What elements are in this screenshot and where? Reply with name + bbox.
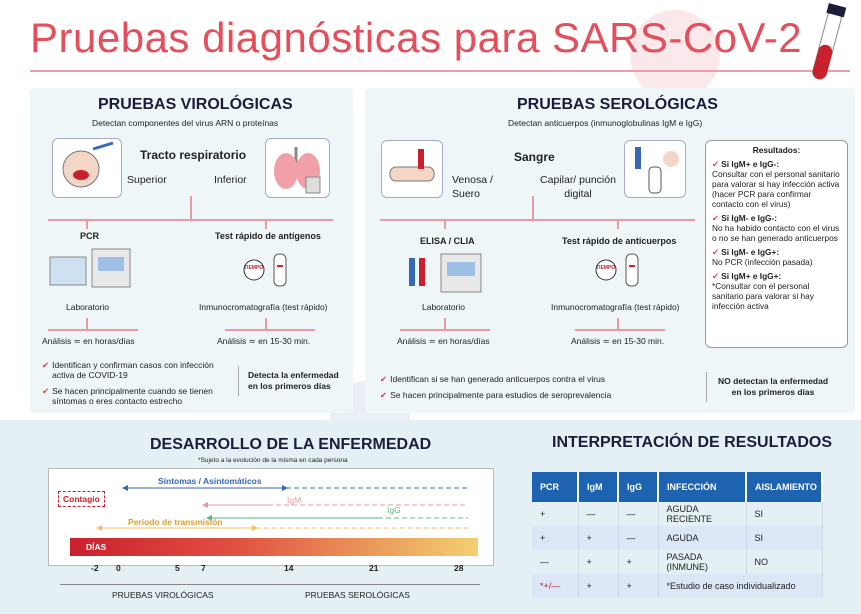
throat-swab-icon — [52, 138, 122, 198]
day-tick: 0 — [116, 563, 121, 573]
interpretation-heading: INTERPRETACIÓN DE RESULTADOS — [552, 434, 833, 451]
detects-early-label: Detecta la enfermedad en los primeros días — [248, 370, 339, 391]
test-tube-icon — [790, 0, 860, 95]
check-item: ✔ Identifican si se han generado anticuerpos contra el virus — [380, 374, 606, 384]
branch-line — [48, 219, 333, 221]
table-cell: + — [532, 502, 578, 526]
table-cell: + — [578, 526, 618, 550]
lower-tract-label: Inferior — [214, 174, 247, 186]
check-item: ✔ Se hacen principalmente para estudios de seroprevalencia — [380, 390, 612, 400]
pcr-machine-icon — [48, 245, 132, 289]
table-cell: AGUDA — [658, 526, 746, 550]
blood-label: Sangre — [514, 150, 555, 164]
results-box — [705, 140, 848, 348]
branch-line — [400, 329, 490, 331]
laboratory-label: Laboratorio — [66, 302, 110, 312]
check-text: Se hacen principalmente para estudios de seroprevalencia — [390, 390, 612, 400]
days-label: DÍAS — [86, 542, 107, 552]
table-cell: *+/— — [532, 574, 578, 598]
sero-phase-label: PRUEBAS SEROLÓGICAS — [305, 590, 410, 600]
table-row — [532, 502, 822, 526]
upper-tract-label: Superior — [127, 174, 167, 186]
table-cell: — — [618, 526, 658, 550]
results-table — [532, 472, 823, 598]
table-row — [532, 550, 822, 574]
virological-heading: PRUEBAS VIROLÓGICAS — [98, 96, 293, 113]
branch-line — [380, 219, 695, 221]
branch-line — [617, 219, 619, 229]
check-text: Identifican y confirman casos con infección activa de COVID-19 — [52, 360, 214, 380]
table-cell: PASADA (INMUNE) — [658, 550, 746, 574]
test-phase-line — [60, 584, 480, 585]
result-item: ✔ Si IgM- e IgG-: No ha habido contacto con el virus o no se han generado anticuerpos — [712, 213, 840, 243]
immunochromatography-label: Inmunocromatografía (test rápido) — [199, 302, 328, 312]
table-cell: — — [578, 502, 618, 526]
laboratory-label: Laboratorio — [422, 302, 466, 312]
venous-serum-label: Venosa / Suero — [452, 174, 493, 200]
title-underline — [30, 70, 850, 72]
table-cell: NO — [746, 550, 822, 574]
check-item: ✔ Identifican y confirman casos con infección activa de COVID-19 — [42, 360, 232, 380]
table-header: INFECCIÓN — [658, 472, 746, 502]
analysis-time-lab: Análisis ≃ en horas/días — [42, 336, 135, 346]
contagion-label: Contagio — [58, 491, 105, 507]
table-cell: + — [618, 550, 658, 574]
tiempo-label: TIEMPO — [244, 265, 264, 271]
not-detect-label: NO detectan la enfermedad en los primeros días — [717, 376, 829, 397]
days-bar — [70, 538, 478, 556]
elisa-clia-label: ELISA / CLIA — [420, 236, 475, 246]
table-header: IgG — [618, 472, 658, 502]
capillary-label: Capilar/ punción digital — [540, 174, 616, 200]
analysis-time-rapid: Análisis ≃ en 15-30 min. — [217, 336, 311, 346]
branch-line — [48, 329, 138, 331]
branch-line — [86, 219, 88, 229]
tiempo-label: TIEMPO — [596, 265, 616, 271]
venous-blood-icon — [381, 140, 443, 198]
virological-subtitle: Detectan componentes del virus ARN o proteínas — [92, 118, 279, 128]
branch-line — [575, 329, 665, 331]
table-cell: SI — [746, 526, 822, 550]
table-cell: + — [532, 526, 578, 550]
day-tick: -2 — [91, 563, 99, 573]
check-item: ✔ Se hacen principalmente cuando se tienen síntomas o eres contacto estrecho — [42, 386, 232, 406]
symptoms-label: Síntomas / Asintomáticos — [158, 476, 262, 486]
viro-phase-label: PRUEBAS VIROLÓGICAS — [112, 590, 214, 600]
result-item: ✔ Si IgM+ e IgG-: Consultar con el personal sanitario para valorar si hay infección activa (hacer PCR para confirmar contacto con el virus) — [712, 159, 840, 209]
day-tick: 14 — [284, 563, 294, 573]
table-cell: — — [532, 550, 578, 574]
immunochromatography-label: Inmunocromatografía (test rápido) — [551, 302, 680, 312]
table-cell: SI — [746, 502, 822, 526]
antigen-test-label: Test rápido de antígenos — [215, 231, 321, 241]
table-cell: + — [618, 574, 658, 598]
results-table-wrap — [532, 472, 823, 598]
timeline-heading: DESARROLLO DE LA ENFERMEDAD — [150, 436, 432, 453]
elisa-machine-icon — [405, 250, 485, 294]
pcr-label: PCR — [80, 231, 100, 241]
igm-label: IgM — [287, 495, 302, 505]
branch-line — [190, 196, 192, 220]
analysis-time-lab: Análisis ≃ en horas/días — [397, 336, 490, 346]
table-cell: + — [578, 550, 618, 574]
capillary-test-icon — [624, 140, 686, 198]
antibody-test-label: Test rápido de anticuerpos — [562, 236, 677, 246]
serological-subtitle: Detectan anticuerpos (inmunoglobulinas IgM e IgG) — [508, 118, 703, 128]
branch-line — [444, 219, 446, 229]
table-header: PCR — [532, 472, 578, 502]
results-heading: Resultados: — [752, 145, 801, 155]
check-text: Identifican si se han generado anticuerpos contra el virus — [390, 374, 606, 384]
page-title: Pruebas diagnósticas para SARS-CoV-2 — [30, 14, 803, 61]
result-item: ✔ Si IgM+ e IgG+: *Consultar con el personal sanitario para valorar si hay infección activa — [712, 271, 814, 311]
result-item: ✔ Si IgM- e IgG+: No PCR (infección pasada) — [712, 247, 813, 267]
table-cell: *Estudio de caso individualizado — [658, 574, 822, 598]
table-header: AISLAMIENTO — [746, 472, 822, 502]
branch-line — [265, 219, 267, 229]
table-cell: — — [618, 502, 658, 526]
day-tick: 28 — [454, 563, 464, 573]
table-cell: + — [578, 574, 618, 598]
divider — [706, 372, 707, 402]
branch-line — [532, 196, 534, 220]
table-row — [532, 574, 822, 598]
serological-heading: PRUEBAS SEROLÓGICAS — [517, 96, 718, 113]
lungs-icon — [265, 138, 330, 198]
timeline-note: *Sujeto a la evolución de la misma en cada persona — [198, 457, 348, 464]
day-tick: 5 — [175, 563, 180, 573]
divider — [238, 366, 239, 396]
respiratory-tract-label: Tracto respiratorio — [140, 148, 247, 162]
check-text: Se hacen principalmente cuando se tienen síntomas o eres contacto estrecho — [52, 386, 213, 406]
analysis-time-rapid: Análisis ≃ en 15-30 min. — [571, 336, 665, 346]
table-row — [532, 526, 822, 550]
day-tick: 7 — [201, 563, 206, 573]
transmission-label: Período de transmisión — [128, 517, 223, 527]
table-header: IgM — [578, 472, 618, 502]
table-cell: AGUDA RECIENTE — [658, 502, 746, 526]
day-tick: 21 — [369, 563, 379, 573]
branch-line — [225, 329, 315, 331]
igg-label: IgG — [387, 505, 401, 515]
